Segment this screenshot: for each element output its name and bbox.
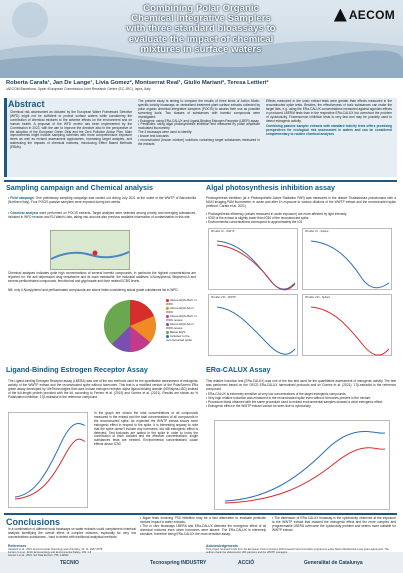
algal-body: Photosynthesis inhibition (at a Photosynthetic Active Radiation PAR) was measured in the diatom Thalassiosira pseudonana with a MAXI imaging-PAM fluorometer, in acute and after 1h exposure to various dilutions of the WWTP extract and the reconstructed spike (method: Carafa et al. 2021). [206, 196, 396, 208]
algal-heading: Algal photosynthesis inhibition assay [206, 183, 335, 192]
calux-curve [215, 421, 391, 511]
calux-heading: ERα-CALUX Assay [206, 365, 271, 374]
sampling-chemical-analysis: • Chemical analysis were performed on POCIS extracts. Target analytes were selected among priority and emerging substances, included in WFD revision and EU Watch Lists, taking into account also previous available information of contamination in this site. [8, 211, 197, 219]
section-divider [4, 513, 397, 515]
aecom-logo-icon [334, 9, 347, 22]
algal-bullets: • Photosynthesis efficiency (values measured in acute exposure) are more affected by light intensity • IC50 of the extract is slightly lower than IC50 of the reconstructed spike • Environmental concentrations correspond to approximately the IC5 [206, 212, 347, 224]
algal-curve-3 [209, 295, 299, 357]
abstract-col3: Effects measured in the unsiv extract tests were greater than effects measured in the reconstructed spike tests. Besides, the effectiveness of toxic substances can make the target lists, e.g. using the ERa-CALUX concentrations measured against agonists effects in produced LBERM tests than in the respective ERa-CALUX but overshoot the problem of cyclotoxicity. Fluorescence inhibition tests is very fast and may be possibly used to detect estrogenic activity. Combining passive sampler extracts with standard toxicity tests offers promising perspectives for ecological risk assessment in waters and can be considered complementary to routine chemical analyses [266, 99, 392, 137]
algal-curve-1 [209, 229, 299, 291]
algal-chart-3: ΦII after 24h - WWTP [208, 294, 298, 356]
conclusions-col2: • Algae tests involving PSII inhibition may be a fast alternative to evaluate pesticide mixture impact in water extracts. • The in vitro bioassays LBERA and ERa-CALUX detected the estrogenic effect of all chemical mixtures even when hormones were absent. The ERa-CALUX is extremely sensitive, therefore being ERa-CALUX the most sensitive assay. [140, 516, 266, 536]
lber-body: The Ligand-binding Estrogen Receptor assay (LBERA) was one of the two methods used for the quantitative assessment of estrogenic activity of the WWTP extract and the reconstructed spike without hormones. This test is a modified version of the PolarScreen ERa green assay developed by LifeTechnologies that uses human estrogen receptor alpha ligand-binding domain (hERalpha-LBD) instead of the full-length protein provided with the kit, according to Ferrero et al. (2019) and Gomez et al. (2021). Results are shown as % Polarization inhibition, 17β-estradiol is the reference compound. [8, 379, 198, 399]
sampling-heading: Sampling campaign and Chemical analysis [6, 183, 153, 192]
site-map-graphic [51, 231, 130, 270]
author-names: Roberta Carafa¹, Jan De Lange¹, Livia Gomez², Montserrat Real¹, Giulio Mariani², Teresa Lettieri² [6, 80, 269, 86]
algal-chart-1: ΦII after 1h - WWTP [208, 228, 298, 290]
lber-curve [9, 413, 89, 509]
abstract-key-message: Combining passive sampler extracts with standard toxicity tests offers promising perspectives for ecological risk assessment in waters and can be considered complementary to routine chemical analyses [266, 124, 392, 137]
calux-body: This relative induction test (ERa-CALUX) was one of the two test used for the quantitative assessment of estrogenic activity. The test was performed based on the OECD ERa-CALUX harmonised protocols and on Gomez et al. (2021). 17β-estradiol is the reference compound. [206, 379, 396, 391]
poster-header [0, 0, 403, 78]
abstract-heading: Abstract [8, 99, 45, 109]
calux-bullets: • ERa-CALUX is extremely sensitive at very low concentrations of the target estrogenic compounds • Very high relative induction was measured in the reconstructed spike even without hormones present in the mixture. • Procedure blank obtained with the same procedure used to extract environmental samples showed a clear estrogenic effect. • Estrogenic effect in the WWTP extract cannot be seen due to cytotoxicity [206, 392, 384, 408]
generalitat-logo: Generalitat de Catalunya [304, 560, 363, 566]
site-map [50, 230, 130, 270]
algal-curve-4 [303, 295, 393, 357]
legend-item: Included in the reconstructed spike [166, 334, 193, 342]
tecnio-logo: TECNIO [60, 560, 79, 566]
acknowledgements-text: This project received funds from the European Union's Horizon 2020 research and innovation programme under Marie Sklodowska-Curie grant agreement. The authors thank the Valencia EU JRC partners and the WWTP managers. [206, 548, 389, 555]
calux-chart [214, 420, 390, 510]
abstract-col2: The present study is aiming to compare the results of three kinds of Action Mode-specific toxicity bioassays on centralised treatment plant surface extracts collected by polar organic chemical integrative samplers (POCIS) to assess their use as possible screening tools. Two classes of substances with harmful compounds were investigated: • Estrogens: using ERa-CALUX and Ligand-Binding Estrogen Receptor (LBER) assay • Pesticides: using algal photosynthesis inhibition test measured by pulse amplitude modulated fluorometry The 3 bioassays were used to identify: • known test toxicants • reconstructed (known mixture) solutions containing target substances measured in the extracts [138, 99, 260, 146]
legend-item: Above EQS-AA in WFD-review [166, 322, 194, 330]
algal-chart-2: ΦII after 1h - Spiked [302, 228, 392, 290]
algal-curve-2 [303, 229, 393, 291]
abstract-col1: Chemical risk assessment as dictated by the European Water Framework Directive (WFD) might not be sufficient to protect surface waters while considering the contribution of chemical mixtures to the adverse effects on the environment and on human health. A proposal of the WFD review has been implemented by the Commission in 2022, with the aim to improve the directive also in the perspective of the adoption of the European Green Deal and the Zero Pollution Action Plan. Main improvements might include sampling schemes with more comprehensive exposure times as well as revised assessment approaches, increasing target analytes, and addressing the impacts of chemical mixtures, introducing Effect Based Methods (EBMs). [10, 110, 132, 150]
legend-item: Above EQS-AA in WFD [166, 306, 194, 314]
tecnospring-logo: Tecnospring INDUSTRY [150, 560, 207, 566]
author-affiliations: ¹AECOM Barcelona, Spain ²European Commission Joint Research Centre (EC-JRC), Ispra, Italy [6, 87, 151, 91]
legend-item: Above EQS-MAC in WFD-review [166, 314, 197, 322]
references-heading: References [8, 544, 27, 548]
lber-heading: Ligand-Binding Estrogen Receptor Assay [6, 365, 148, 374]
conclusions-col1: In a combination of different toxic bioassays on water extracts could complement chemical analysis identifying the overall effect of complex mixtures, especially for very low concentrations substances - hard to detect with traditional analytical methods. [8, 527, 136, 539]
sampling-note: NB: only 4-Nonylphenol and perfluorinated compounds are above limits considering actual grade substances list in WFD. [8, 288, 179, 292]
acknowledgements-heading: Acknowledgements [206, 544, 238, 548]
references-list: Carafa R et al., 2021. Environmental Toxicology and Chemistry, 31: 11, 2667-2678 Ferrero V et al., 2019. Ecotoxicology and Environmental Safety, 169: 1-8 Gomez L et al., 2021. Sci Total Environ, 755, 142622 [8, 548, 103, 558]
poster-title: Combining Polar Organic Chemical Integrative Samplers with three standard bioassays to evaluate the impact of chemical mixtures in surface waters [126, 3, 276, 55]
conclusions-heading: Conclusions [6, 517, 61, 527]
lber-chart [8, 412, 88, 508]
analytes-pie-chart [100, 296, 162, 356]
section-divider [4, 180, 397, 182]
algal-chart-4: ΦII after 24h - Spiked [302, 294, 392, 356]
legend-item: Above EQS-MAC in WFD [166, 298, 197, 306]
sampling-field-campaign: • Field campaign: One preliminary sampling campaign was carried out during July 2021 at the outlet of the WWTP of Barcelonilla (Northern Italy). Four POCIS passive samplers were exposed during two weeks. [8, 196, 196, 204]
accio-logo: ACCIÓ [238, 560, 255, 566]
aecom-logo: AECOM [334, 8, 395, 22]
legend-item: Below EQS [166, 330, 200, 334]
authors-block [6, 80, 396, 91]
sampling-body: Chemical analyses indicates quite high concentrations of several harmful compounds, in particular the highest concentrations are reported for: the anti depressant drug venlafaxine and its main metabolite, the industrial additives 4-Nonylphenol, Bisphenol-A and several perfluorinated compounds, fenchloronil and glyphosate and their related ECBS levels. [8, 271, 196, 283]
lber-side-text: In the graph are shown the total concentrations of all compounds measured in the extract and the total concentrations of all compounds in the reconstructed spike. As expected the WWTP extract shows more estrogenic effect in respect to the spike. It is interesting anyway to note that the spike doesn't include any hormones, but still estrogenic effect is detected. Test toxicants are added in the spike in order to know the contribution of each toxicant and the effective concentrations; single substances tests are needed. Environmental concentrations cause effects above IC50. [94, 411, 198, 447]
pie-legend [166, 298, 200, 342]
conclusions-col3: • The dimension of ERa-CALUX bioassay is the cytotoxicity observed at the exposure to the WWTP extract that masked the estrogenic effect and the more complex and programmable LBERA overcome the cytotoxicity problem and seems more suitable for WWTP extract. [272, 516, 397, 532]
